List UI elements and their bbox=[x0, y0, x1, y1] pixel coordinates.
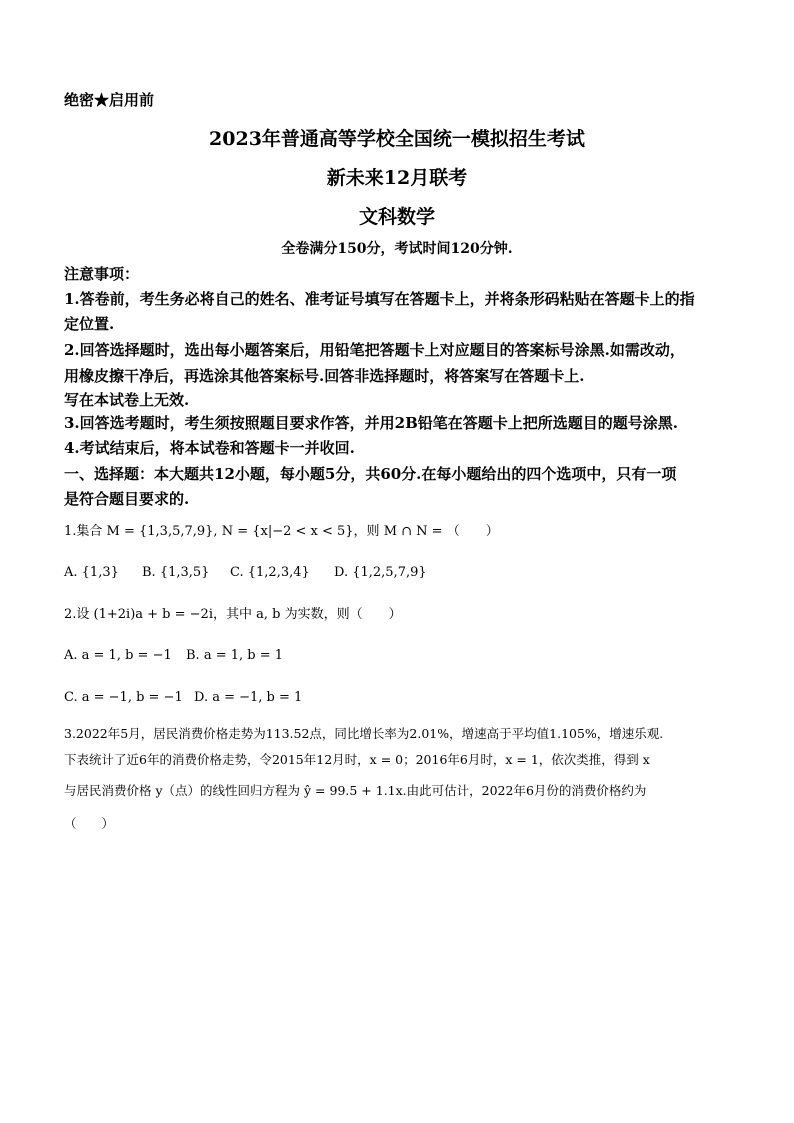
question-3-line-3: 与居民消费价格 y（点）的线性回归方程为 ŷ = 99.5 + 1.1x.由此可估计，2022年6月份的消费价格约为 bbox=[64, 783, 647, 798]
notice-item-4: 4.考试结束后，将本试卷和答题卡一并收回. bbox=[64, 439, 355, 457]
notice-item-3: 3.回答选考题时，考生须按照题目要求作答，并用2B铅笔在答题卡上把所选题目的题号涂黑. bbox=[64, 414, 679, 432]
question-2-stem: 2.设 (1+2i)a + b = −2i，其中 a, b 为实数，则（ ） bbox=[64, 607, 402, 622]
exam-subject: 文科数学 bbox=[358, 206, 435, 228]
question-2-option-d: D. a = −1, b = 1 bbox=[194, 690, 303, 705]
notice-item-1-line-2: 定位置. bbox=[64, 315, 115, 333]
exam-title: 2023年普通高等学校全国统一模拟招生考试 bbox=[209, 128, 585, 150]
score-info: 全卷满分150分，考试时间120分钟. bbox=[281, 241, 513, 257]
confidential-label: 绝密★启用前 bbox=[64, 91, 155, 109]
notice-item-2-line-3: 写在本试卷上无效. bbox=[64, 391, 190, 409]
question-1-option-a: A. {1,3} bbox=[64, 565, 119, 580]
question-1-option-b: B. {1,3,5} bbox=[142, 565, 210, 580]
question-1-option-c: C. {1,2,3,4} bbox=[230, 565, 310, 580]
question-2-option-a: A. a = 1, b = −1 bbox=[64, 648, 172, 663]
question-1-option-d: D. {1,2,5,7,9} bbox=[334, 565, 427, 580]
question-2-option-b: B. a = 1, b = 1 bbox=[186, 648, 284, 663]
question-1-stem: 1.集合 M = {1,3,5,7,9}, N = {x|−2 < x < 5}，则 M ∩ N = （ ） bbox=[64, 524, 499, 539]
question-3-line-1: 3.2022年5月，居民消费价格走势为113.52点，同比增长率为2.01%，增速高于平均值1.105%，增速乐观. bbox=[64, 726, 664, 741]
question-2-option-c: C. a = −1, b = −1 bbox=[64, 690, 183, 705]
notice-item-1-line-1: 1.答卷前，考生务必将自己的姓名、准考证号填写在答题卡上，并将条形码粘贴在答题卡上的指 bbox=[64, 290, 695, 308]
notice-item-2-line-2: 用橡皮擦干净后，再选涂其他答案标号.回答非选择题时，将答案写在答题卡上. bbox=[64, 367, 585, 385]
exam-subtitle: 新未来12月联考 bbox=[326, 167, 468, 189]
notice-item-2-line-1: 2.回答选择题时，选出每小题答案后，用铅笔把答题卡上对应题目的答案标号涂黑.如需改动， bbox=[64, 341, 685, 359]
notice-heading: 注意事项： bbox=[64, 265, 140, 283]
question-3-line-4: （ ） bbox=[64, 816, 115, 831]
question-3-line-2: 下表统计了近6年的消费价格走势，令2015年12月时，x = 0；2016年6月时，x = 1，依次类推，得到 x bbox=[64, 752, 650, 767]
section-intro-line-2: 是符合题目要求的. bbox=[64, 490, 190, 508]
section-intro-line-1: 一、选择题：本大题共12小题，每小题5分，共60分.在每小题给出的四个选项中，只有一项 bbox=[64, 465, 677, 483]
